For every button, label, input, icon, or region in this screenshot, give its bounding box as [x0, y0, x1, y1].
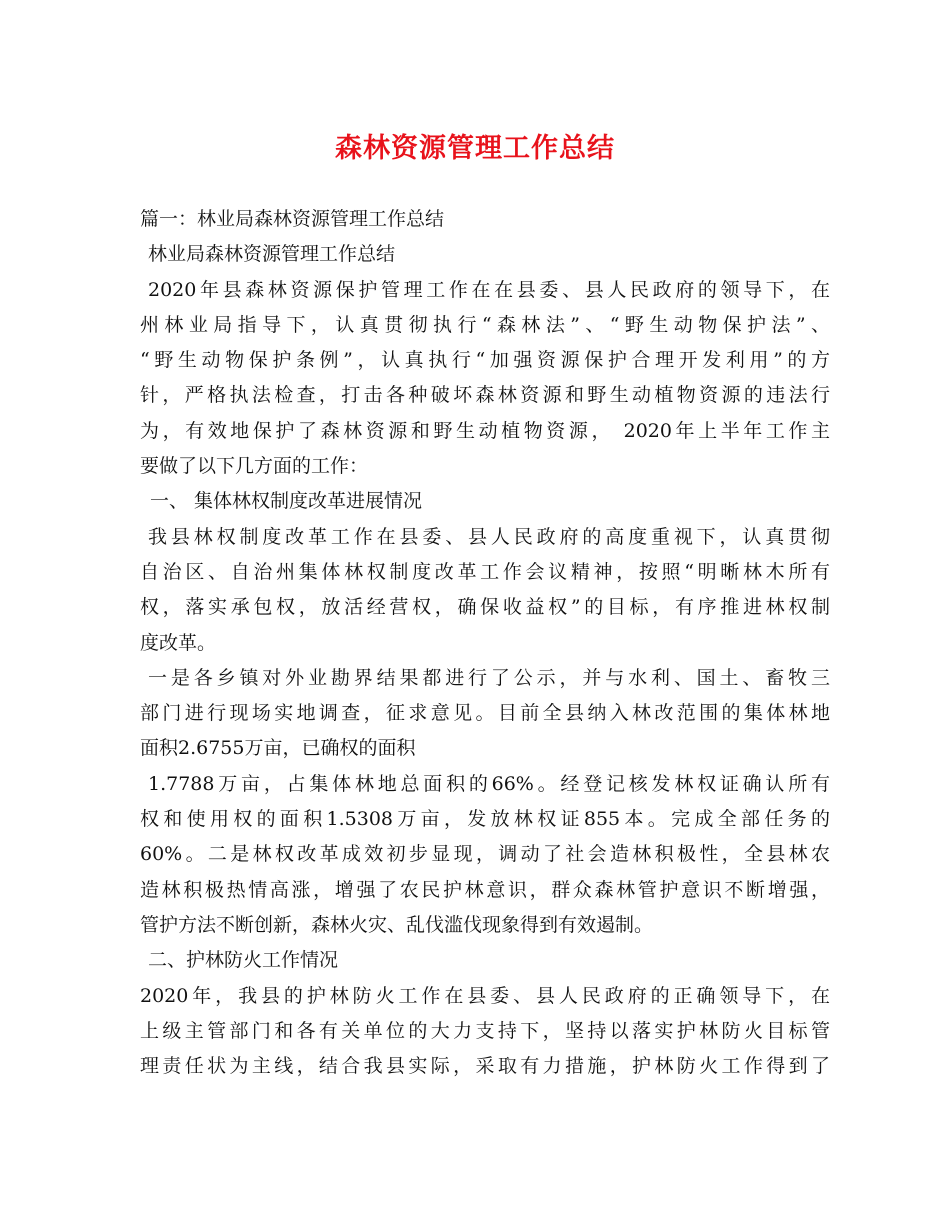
text-line: 要做了以下几方面的工作：	[140, 455, 369, 478]
text-line: 上级主管部门和各有关单位的大力支持下，坚持以落实护林防火目标管	[140, 1019, 830, 1042]
text-line: 1.7788万亩，占集体林地总面积的66%。经登记核发林权证确认所有	[148, 772, 830, 795]
text-line: 自治区、自治州集体林权制度改革工作会议精神，按照“明晰林木所有	[140, 560, 830, 583]
document-title: 森林资源管理工作总结	[335, 133, 615, 164]
text-line: 篇一：林业局森林资源管理工作总结	[140, 208, 445, 230]
document-body	[140, 202, 830, 1084]
text-line: 二、护林防火工作情况	[148, 949, 339, 972]
text-line: 2020年，我县的护林防火工作在县委、县人民政府的正确领导下，在	[140, 984, 830, 1007]
text-line: “野生动物保护条例”，认真执行“加强资源保护合理开发利用”的方	[140, 349, 830, 372]
text-line: 部门进行现场实地调查，征求意见。目前全县纳入林改范围的集体林地	[140, 702, 830, 725]
text-line: 林业局森林资源管理工作总结	[148, 243, 396, 266]
text-line: 一是各乡镇对外业勘界结果都进行了公示，并与水利、国土、畜牧三	[148, 666, 830, 689]
text-line: 为，有效地保护了森林资源和野生动植物资源， 2020年上半年工作主	[140, 419, 830, 442]
text-line: 2020年县森林资源保护管理工作在在县委、县人民政府的领导下，在	[148, 278, 830, 301]
text-line: 管护方法不断创新，森林火灾、乱伐滥伐现象得到有效遏制。	[140, 913, 654, 936]
text-line: 一、 集体林权制度改革进展情况	[150, 490, 423, 513]
text-line: 60%。二是林权改革成效初步显现，调动了社会造林积极性，全县林农	[140, 843, 830, 866]
text-line: 权和使用权的面积1.5308万亩，发放林权证855本。完成全部任务的	[140, 808, 830, 831]
text-line: 权，落实承包权，放活经营权，确保收益权”的目标，有序推进林权制	[140, 596, 830, 619]
text-line: 我县林权制度改革工作在县委、县人民政府的高度重视下，认真贯彻	[148, 525, 830, 548]
text-line: 州林业局指导下，认真贯彻执行“森林法”、“野生动物保护法”、	[140, 313, 830, 336]
text-line: 理责任状为主线，结合我县实际，采取有力措施，护林防火工作得到了	[140, 1055, 830, 1078]
text-line: 造林积极热情高涨，增强了农民护林意识，群众森林管护意识不断增强，	[140, 878, 830, 901]
text-line: 度改革。	[140, 631, 217, 654]
text-line: 面积2.6755万亩，已确权的面积	[140, 737, 416, 760]
text-line: 针，严格执法检查，打击各种破坏森林资源和野生动植物资源的违法行	[140, 384, 830, 407]
